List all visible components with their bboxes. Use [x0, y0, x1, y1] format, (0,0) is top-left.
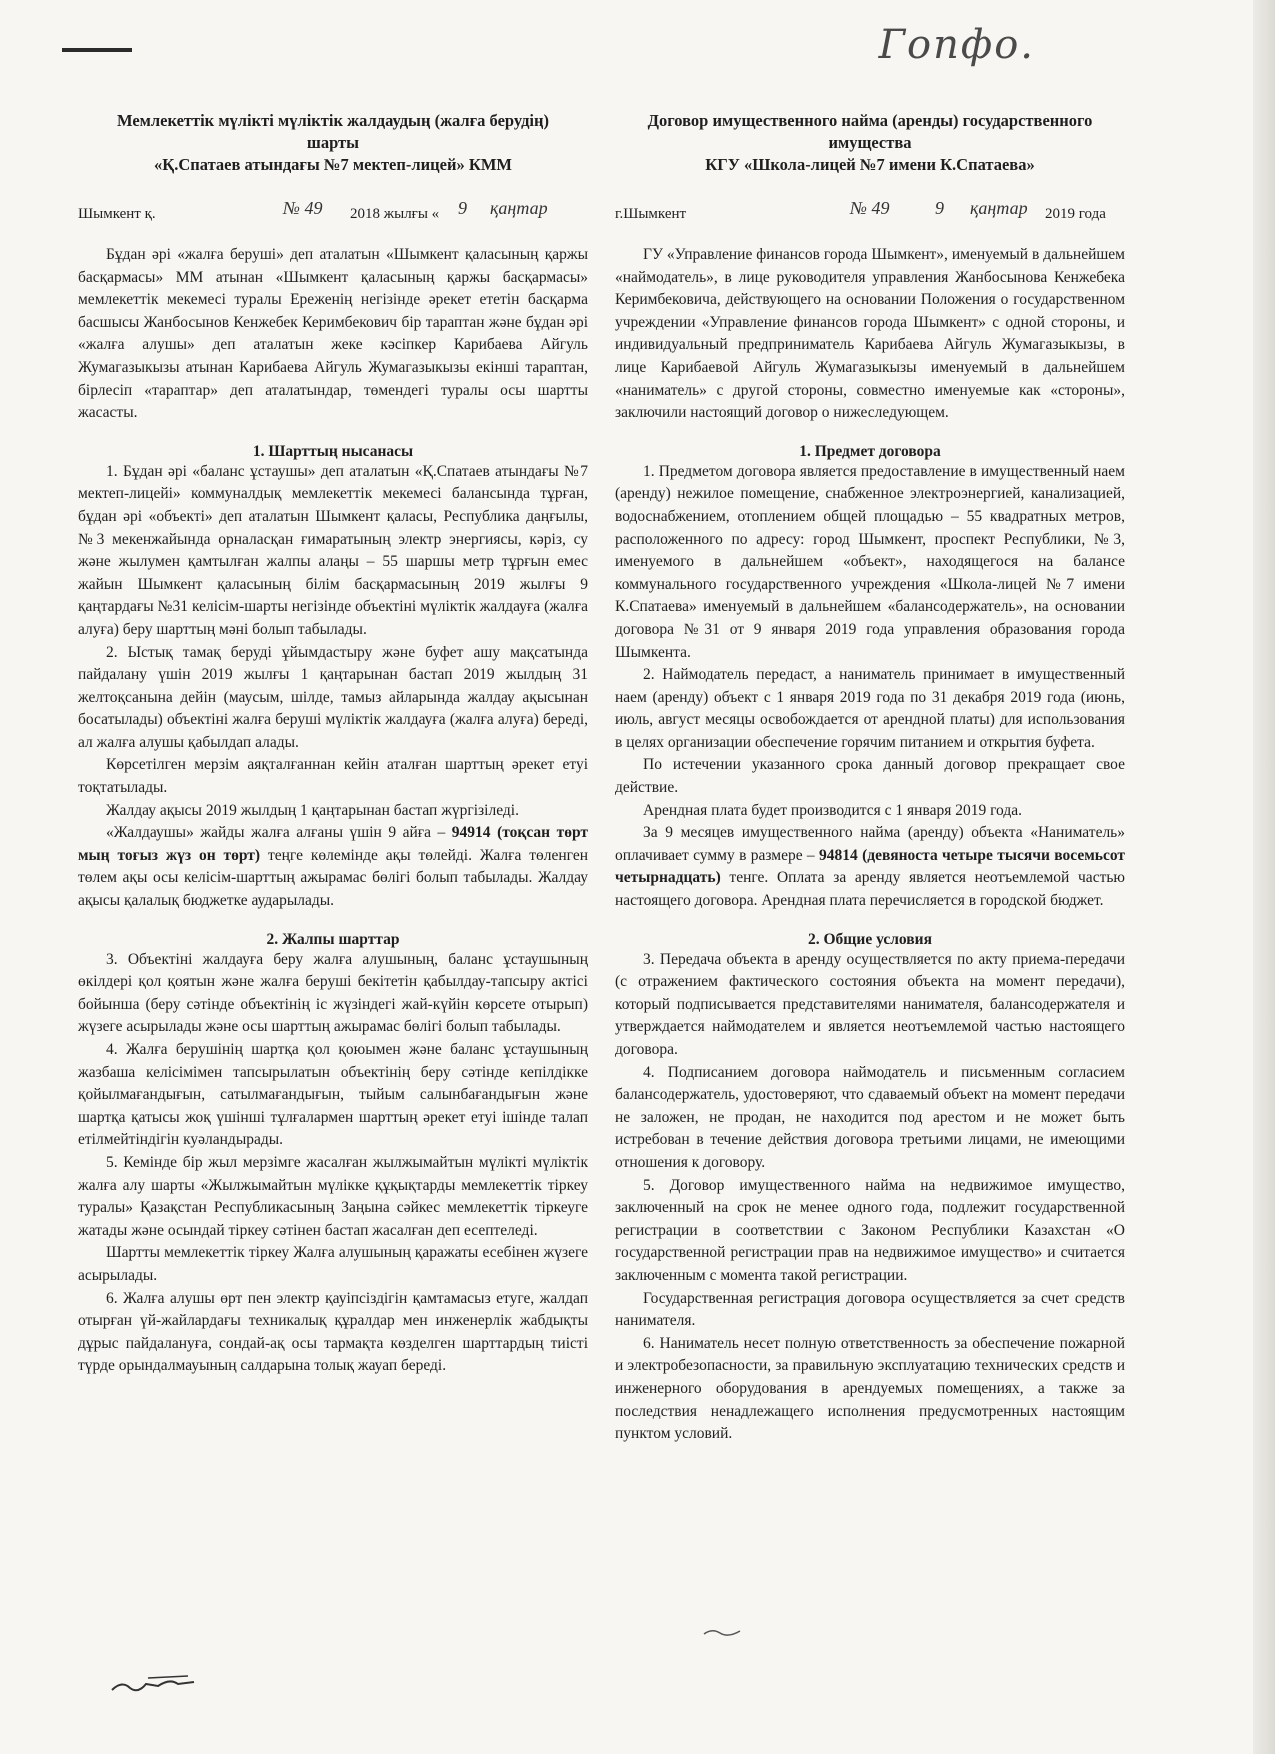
kz-payment-post: теңге көлемінде ақы төлейді. Жалға төленген төлем ақы осы келісім-шарттың ажырамас бөлігі болып табылады. Жалдау ақысы қалалық бюджетке аударылады. — [78, 846, 588, 910]
ru-title-line-3: КГУ «Школа-лицей №7 имени К.Спатаева» — [705, 155, 1035, 174]
scan-edge — [1253, 0, 1275, 1754]
ru-dateline — [615, 198, 1125, 226]
kz-section-1-heading: 1. Шарттың нысанасы — [252, 442, 414, 460]
ru-clause-1: 1. Предметом договора является предоставление в имущественный наем (аренду) нежилое помещение, снабженное электроэнергией, канализацией, водоснабжением, отоплением общей площадью – 55 квадратных метров, расположенного по адресу: город Шымкент, проспект Республики, №3, именуемого в дальнейшем «объект», находящегося на балансе коммунального государственного учреждения «Школа-лицей №7 имени К.Спатаева» именуемый в дальнейшем «балансодержатель», на основании договора №31 от 9 января 2019 года управления образования города Шымкента. — [615, 462, 1125, 661]
signature-mark — [108, 1670, 198, 1700]
kz-title-line-2: шарты — [306, 133, 360, 152]
kz-section-2-heading: 2. Жалпы шарттар — [266, 930, 400, 948]
ru-title-line-2: имущества — [828, 133, 912, 152]
ru-clause-2-payment — [615, 822, 1125, 912]
ru-date-month: қаңтар — [970, 198, 1028, 218]
kz-date-text: 2018 жылғы « — [350, 206, 440, 222]
kz-clause-5: 5. Кемінде бір жыл мерзімге жасалған жылжымайтын мүлікті мүліктік жалға алу шарты «Жылжымайтын мүлікке құқықтарды мемлекеттік тіркеу туралы» Қазақстан Республикасының Заңына сәйкес мемлекеттік тіркеуге жатады және осындай тіркеу сәтінен бастап жасалған деп есептеледі. — [78, 1153, 588, 1239]
kz-payment-pre: «Жалдаушы» жайды жалға алғаны үшін 9 айға – — [106, 824, 452, 842]
kz-title-line-3: «Қ.Спатаев атындағы №7 мектеп-лицей» КММ — [154, 155, 512, 174]
ru-payment-post: тенге. Оплата за аренду является неотъемлемой частью настоящего договора. Арендная плата перечисляется в городской бюджет. — [615, 869, 1125, 910]
kz-clause-5-registration: Шартты мемлекеттік тіркеу Жалға алушының қаражаты есебінен жүзеге асырылады. — [78, 1244, 588, 1284]
kz-contract-number: № 49 — [283, 198, 323, 218]
pen-scribble — [702, 1626, 742, 1638]
kz-clause-6: 6. Жалға алушы өрт пен электр қауіпсіздігін қамтамасыз етуге, жалдап отырған үй-жайлардағы техникалық құралдар мен инженерлік жабдықты дұрыс пайдалануға, сондай-ақ осы тармақта көзделген шарттардың тиісті түрде орындалмауының салдарына толық жауап береді. — [78, 1289, 588, 1375]
kz-payment-amount: 94914 (тоқсан төрт мың тоғыз жүз он төрт) — [78, 824, 588, 864]
ru-contract-number: № 49 — [850, 198, 890, 218]
ru-clause-5-registration: Государственная регистрация договора осуществляется за счет средств нанимателя. — [615, 1289, 1125, 1330]
ru-city: г.Шымкент — [615, 206, 687, 222]
kz-dateline — [78, 198, 588, 226]
ru-clause-5: 5. Договор имущественного найма на недвижимое имущество, заключенный на срок не менее одного года, подлежит государственной регистрации в соответствии с Законом Республики Казахстан «О государственной регистрации прав на недвижимое имущество» и считается заключенным с момента такой регистрации. — [615, 1176, 1125, 1284]
kz-title-line-1: Мемлекеттік мүлікті мүліктік жалдаудың (жалға берудің) — [116, 111, 550, 130]
ru-clause-2-term: По истечении указанного срока данный договор прекращает свое действие. — [615, 756, 1125, 797]
ru-payment-amount: 94814 (девяноста четыре тысячи восемьсот четырнадцать) — [615, 846, 1125, 887]
kz-clause-3: 3. Объектіні жалдауға беру жалға алушының, баланс ұстаушының өкілдері қол қоятын және жалға беруші бекітетін қабылдау-тапсыру актісі бойынша (беру сәтінде объектінің іс жүзіндегі жай-күйін көрсете отырып) жүзеге асырылады және осы шарттың ажырамас бөлігі болып табылады. — [78, 950, 588, 1036]
ru-clause-6: 6. Наниматель несет полную ответственность за обеспечение пожарной и электробезопасности, за правильную эксплуатацию технических средств и инженерного оборудования в арендуемых помещениях, а также за последствия ненадлежащего исполнения предусмотренных настоящим пунктом условий. — [615, 1334, 1125, 1443]
ru-section-2-heading: 2. Общие условия — [808, 930, 932, 948]
ru-section-1-heading: 1. Предмет договора — [799, 442, 941, 460]
ru-clause-4: 4. Подписанием договора наймодатель и письменным согласием балансодержатель, удостоверяют, что сдаваемый объект на момент передачи не заложен, не продан, не находится под арестом и не может быть истребован в течение действия договора третьими лицами, не имеющими отношения к договору. — [615, 1063, 1125, 1171]
kz-clause-4: 4. Жалға берушінің шартқа қол қоюымен және баланс ұстаушының жазбаша келісімімен тапсырылатын объектінің беру сәтінде кепілдікке қойылмағандығын, сатылмағандығын, тыйым салынбағандығын және шартқа қатысы жоқ үшінші тұлғалармен шарттың әрекет етуі ішінде талап етілмейтіндігін куәландырады. — [78, 1041, 588, 1149]
ru-clause-2-start: Арендная плата будет производится с 1 января 2019 года. — [643, 801, 1022, 819]
ru-payment-pre: За 9 месяцев имущественного найма (аренду) объекта «Наниматель» оплачивает сумму в размере – — [615, 824, 1125, 864]
ru-title-line-1: Договор имущественного найма (аренды) государственного — [647, 111, 1093, 130]
ru-preamble: ГУ «Управление финансов города Шымкент», именуемый в дальнейшем «наймодатель», в лице руководителя управления Жанбосынова Кенжебека Керимбековича, действующего на основании Положения о государственном учреждении «Управление финансов города Шымкент» с одной стороны, и индивидуальный предприниматель Карибаева Айгуль Жумагазыкызы, в лице Карибаевой Айгуль Жумагазыкызы именуемый в дальнейшем «наниматель» с другой стороны, совместно именуемые как «стороны», заключили настоящий договор о нижеследующем. — [615, 246, 1125, 422]
kz-clause-2: 2. Ыстық тамақ беруді ұйымдастыру және буфет ашу мақсатында пайдалану үшін 2019 жылғы 1 қаңтарынан бастап 2019 жылдың 31 желтоқсанына дейін (маусым, шілде, тамыз айларында жалдау ақысынан босатылады) объектіні жалға беруші мүліктік жалдауға (жалға алуға) береді, ал жалға алушы қабылдап алады. — [78, 643, 588, 751]
pen-mark — [62, 48, 132, 52]
kz-clause-2-term: Көрсетілген мерзім аяқталғаннан кейін аталған шарттың әрекет етуі тоқтатылады. — [78, 756, 588, 797]
kz-preamble: Бұдан әрі «жалға беруші» деп аталатын «Шымкент қаласының қаржы басқармасы» ММ атынан «Шымкент қаласының қаржы басқармасы» мемлекеттік мекемесі туралы Ереженің негізінде әрекет ететін басқарма басшысы Жанбосынов Кенжебек Керимбекович бір тараптан және бұдан әрі «жалға алушы» деп аталатын жеке кәсіпкер Карибаева Айгуль Жумагазыкызы атынан Карибаева Айгуль Жумагазыкызы екінші тараптан, бірлесіп «тараптар» деп аталатындар, төмендегі туралы осы шартты жасасты. — [78, 246, 588, 422]
kz-date-month: қаңтар — [490, 198, 548, 218]
kz-clause-2-start: Жалдау ақысы 2019 жылдың 1 қаңтарынан бастап жүргізіледі. — [106, 801, 519, 819]
kz-clause-2-payment — [78, 822, 588, 912]
russian-column — [615, 110, 1125, 1446]
kz-clause-1: 1. Бұдан әрі «баланс ұстаушы» деп аталатын «Қ.Спатаев атындағы №7 мектеп-лицейі» коммуналдық мемлекеттік мекемесі балансында тұрған, бұдан әрі «объекті» деп аталатын Шымкент қаласы, Республика даңғылы, №3 мекенжайында орналасқан ғимаратының электр энергиясы, кәріз, су және жылумен қамтылған жалпы алаңы – 55 шаршы метр тұрғын емес жайын Шымкент қаласының білім басқармасының 2019 жылғы 9 қаңтардағы №31 келісім-шарты негізінде объектіні мүліктік жалдауға (жалға алуға) беру шарттың мәні болып табылады. — [78, 462, 588, 638]
ru-clause-2: 2. Наймодатель передаст, а наниматель принимает в имущественный наем (аренду) объект с 1 января 2019 года по 31 декабря 2019 года (июнь, июль, август месяцы освобождается от арендной платы) для использования в целях организации обеспечение горячим питанием и открытия буфета. — [615, 666, 1125, 751]
kz-city: Шымкент қ. — [78, 206, 156, 222]
ru-date-day: 9 — [935, 198, 944, 218]
ru-clause-3: 3. Передача объекта в аренду осуществляется по акту приема-передачи (с отражением фактического состояния объекта на момент передачи), который подписывается представителями нанимателя, балансодержателя и утверждается наймодателем и является неотъемлемой частью настоящего договора. — [615, 950, 1125, 1058]
ru-date-text: 2019 года — [1045, 206, 1106, 222]
handwritten-note: Гопфо. — [878, 22, 1035, 68]
kz-date-day: 9 — [458, 198, 467, 218]
kazakh-column — [78, 110, 588, 1378]
